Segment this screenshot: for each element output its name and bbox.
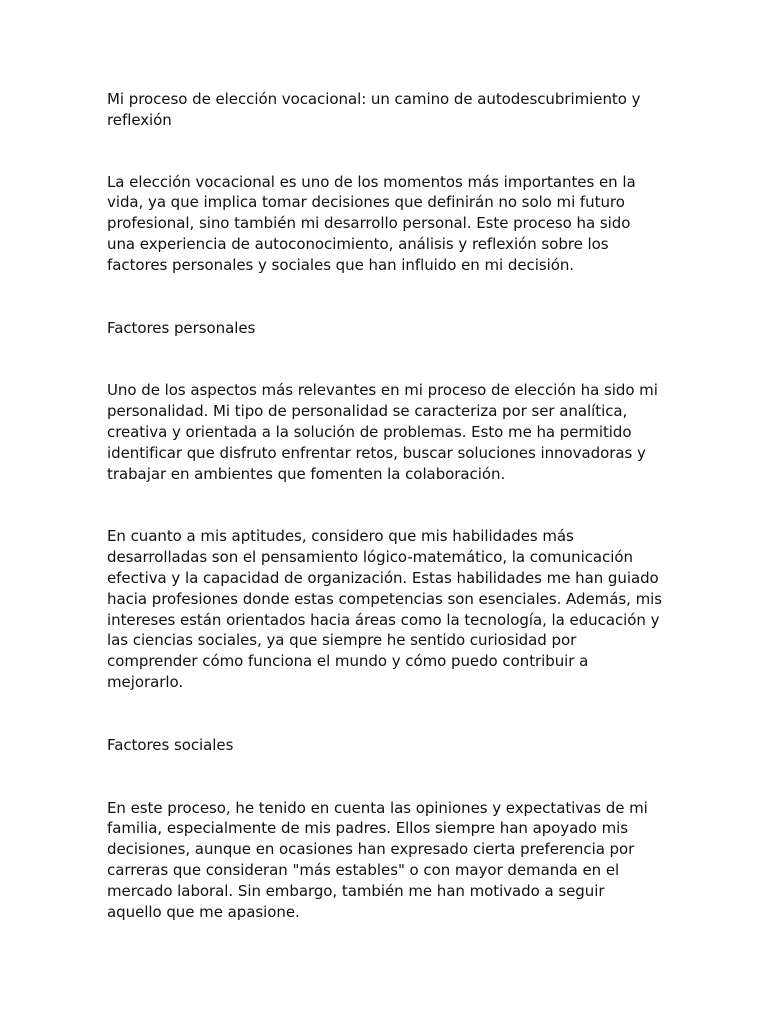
document-title: Mi proceso de elección vocacional: un camino de autodescubrimiento y reflexión <box>107 90 641 129</box>
document-page <box>107 89 662 964</box>
section-heading-sociales: Factores sociales <box>107 735 234 754</box>
section-heading-personales: Factores personales <box>107 318 256 337</box>
paragraph-familia: En este proceso, he tenido en cuenta las opiniones y expectativas de mi familia, especialmente de mis padres. Ellos siempre han apoyado mis decisiones, aunque en ocasiones han expresado cierta preferencia por carreras que consideran "más estables" o con mayor demanda en el mercado laboral. Sin embargo, también me han motivado a seguir aquello que me apasione. <box>107 798 648 921</box>
intro-paragraph: La elección vocacional es uno de los momentos más importantes en la vida, ya que implica tomar decisiones que definirán no solo mi futuro profesional, sino también mi desarrollo personal. Este proceso ha sido una experiencia de autoconocimiento, análisis y reflexión sobre los factores personales y sociales que han influido en mi decisión. <box>107 172 636 274</box>
paragraph-aptitudes: En cuanto a mis aptitudes, considero que mis habilidades más desarrolladas son el pensamiento lógico-matemático, la comunicación efectiva y la capacidad de organización. Estas habilidades me han guiado hacia profesiones donde estas competencias son esenciales. Además, mis intereses están orientados hacia áreas como la tecnología, la educación y las ciencias sociales, ya que siempre he sentido curiosidad por comprender cómo funciona el mundo y cómo puedo contribuir a mejorarlo. <box>107 527 663 691</box>
paragraph-personalidad: Uno de los aspectos más relevantes en mi proceso de elección ha sido mi personalidad. Mi tipo de personalidad se caracteriza por ser analítica, creativa y orientada a la solución de problemas. Esto me ha permitido identificar que disfruto enfrentar retos, buscar soluciones innovadoras y trabajar en ambientes que fomenten la colaboración. <box>107 381 658 483</box>
